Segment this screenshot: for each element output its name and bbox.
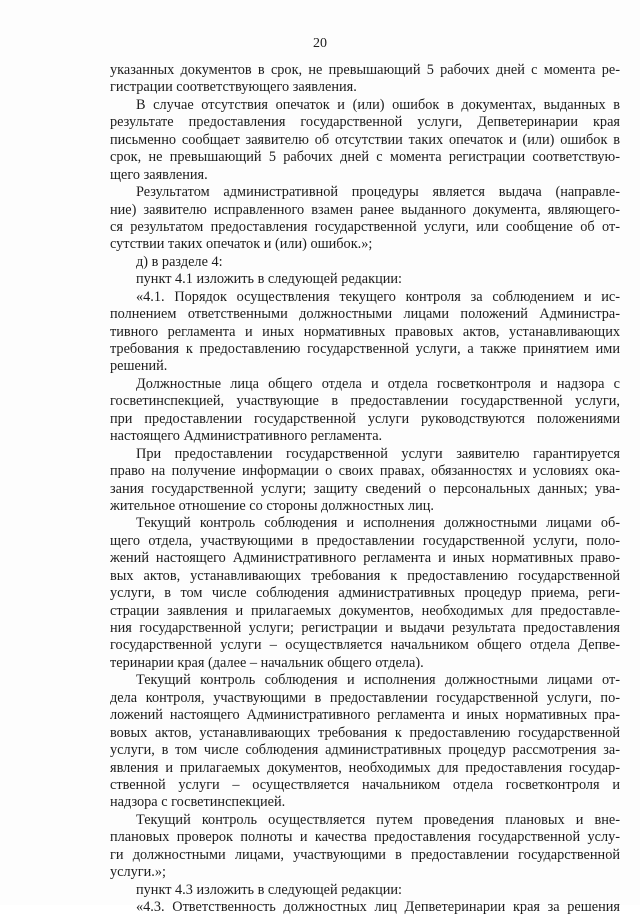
text-line: сутствии таких опечаток и (или) ошибок.»; — [110, 236, 373, 253]
text-line: полнением ответственными должностными лицами положений Администра- — [110, 306, 620, 323]
text-line: надзора с госветинспекцией. — [110, 794, 286, 811]
text-line: услуги.»; — [110, 864, 166, 881]
text-line: указанных документов в срок, не превышающий 5 рабочих дней с момента ре- — [110, 62, 620, 78]
text-line: щего заявления. — [110, 166, 208, 183]
text-line: ния государственной услуги; регистрации и выдачи результата предоставления — [110, 620, 620, 636]
text-line: решений. — [110, 358, 168, 375]
text-line: ся результатом предоставления государственной услуги, или сообщение об от- — [110, 218, 620, 235]
text-line: результате предоставления государственной услуги, Депветеринарии края — [110, 114, 620, 131]
text-line: ние) заявителю исправленного взамен ранее выданного документа, являющего- — [110, 201, 620, 218]
page-number: 20 — [313, 36, 327, 51]
text-line: тивного регламента и иных нормативных правовых актов, устанавливающих — [110, 323, 620, 340]
text-line: вых актов, устанавливающих требования к предоставлению государственной — [110, 567, 620, 584]
text-line: при предоставлении государственной услуги руководствуются положениями — [110, 410, 620, 427]
text-line: теринарии края (далее – начальник общего отдела). — [110, 654, 424, 671]
text-line: ги должностными лицами, участвующими в предоставлении государственной — [110, 846, 620, 863]
text-line: «4.1. Порядок осуществления текущего контроля за соблюдением и ис- — [136, 288, 620, 305]
text-line: право на получение информации о своих правах, обязанностях и условиях ока- — [110, 463, 620, 480]
text-line: письменно сообщает заявителю об отсутствии таких опечаток и (или) ошибок в — [110, 131, 620, 148]
text-line: срок, не превышающий 5 рабочих дней с момента регистрации соответствую- — [110, 149, 620, 166]
text-line: требования к предоставлению государственной услуги, а также принятием ими — [110, 341, 620, 357]
text-line: зания государственной услуги; защиту сведений о персональных данных; ува- — [110, 480, 620, 497]
text-line: В случае отсутствия опечаток и (или) ошибок в документах, выданных в — [136, 96, 620, 113]
text-line: вовых актов, устанавливающих требования к предоставлению государственной — [110, 724, 620, 741]
text-line: страции заявления и прилагаемых документов, необходимых для предоставле- — [110, 602, 620, 619]
text-line: жительное отношение со стороны должностных лиц. — [110, 497, 434, 514]
text-line: жений настоящего Административного регламента и иных нормативных право- — [110, 550, 620, 567]
text-line: дела контроля, участвующими в предоставлении государственной услуги, по- — [110, 689, 620, 706]
text-line: услуги, в том числе соблюдения административных процедур рассмотрения за- — [110, 742, 620, 759]
text-line: явления и прилагаемых документов, необходимых для предоставления государ- — [110, 759, 620, 776]
text-line: «4.3. Ответственность должностных лиц Депветеринарии края за решения — [136, 899, 620, 915]
text-line: При предоставлении государственной услуги заявителю гарантируется — [136, 445, 620, 462]
text-line: ственной услуги – осуществляется начальником отдела госветконтроля и — [110, 776, 620, 793]
text-line: ложений настоящего Административного регламента и иных нормативных пра- — [110, 707, 620, 724]
text-line: Текущий контроль соблюдения и исполнения должностными лицами об- — [136, 515, 620, 532]
text-line: Должностные лица общего отдела и отдела госветконтроля и надзора с — [136, 375, 620, 392]
text-line: пункт 4.1 изложить в следующей редакции: — [136, 271, 403, 288]
text-line: услуги, в том числе соблюдения административных процедур приема, реги- — [110, 585, 620, 602]
text-line: Текущий контроль осуществляется путем проведения плановых и вне- — [136, 811, 620, 828]
text-line: Результатом административной процедуры является выдача (направле- — [136, 184, 620, 201]
text-line: настоящего Административного регламента. — [110, 428, 383, 445]
text-line: гистрации соответствующего заявления. — [110, 79, 357, 96]
text-line: госветинспекцией, участвующие в предоставлении государственной услуги, — [110, 393, 620, 410]
text-line: Текущий контроль соблюдения и исполнения должностными лицами от- — [136, 672, 620, 689]
text-line: щего отдела, участвующими в предоставлении государственной услуги, поло- — [110, 532, 620, 549]
text-line: плановых проверок полноты и качества предоставления государственной услу- — [110, 829, 620, 846]
text-line: государственной услуги – осуществляется начальником общего отдела Депве- — [110, 637, 620, 654]
text-line: д) в разделе 4: — [136, 253, 223, 270]
text-line: пункт 4.3 изложить в следующей редакции: — [136, 881, 403, 898]
document-body — [110, 62, 620, 916]
